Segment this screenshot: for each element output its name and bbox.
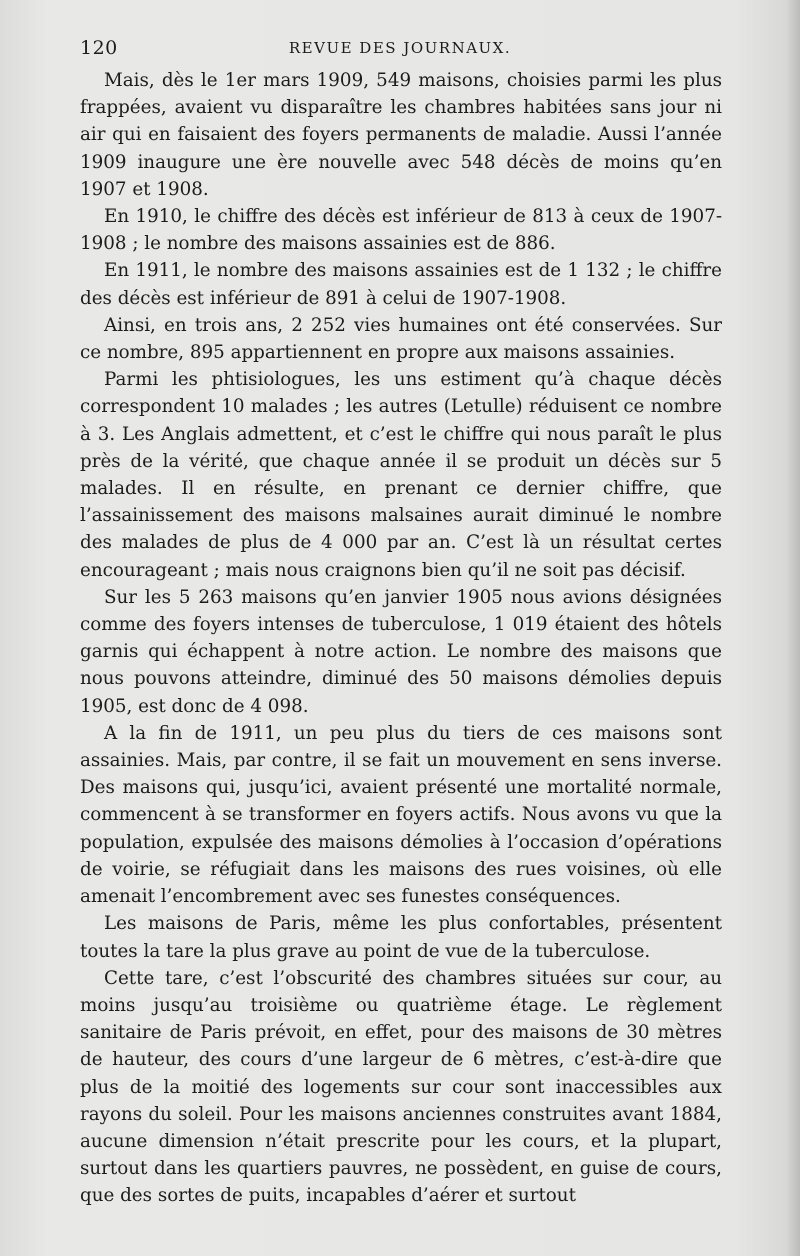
paragraph: Les maisons de Paris, même les plus confortables, présentent toutes la tare la plus grave au point de vue de la tuberculose.	[80, 913, 722, 962]
paragraph: Parmi les phtisiologues, les uns estiment qu’à chaque décès correspondent 10 malades ; les autres (Letulle) réduisent ce nombre à 3. Les Anglais admettent, et c’est le chiffre qui nous paraît le plus près de la vérité, que chaque année il se produit un décès sur 5 malades. Il en résulte, en prenant ce dernier chiffre, que l’assainissement des maisons malsaines aurait diminué le nombre des malades de plus de 4 000 par an. C’est là un résultat certes encourageant ; mais nous craignons bien qu’il ne soit pas décisif.	[80, 369, 722, 581]
paragraph: En 1911, le nombre des maisons assainies est de 1 132 ; le chiffre des décès est inférieur de 891 à celui de 1907-1908.	[80, 260, 722, 309]
page-number: 120	[80, 37, 118, 59]
paragraph: Cette tare, c’est l’obscurité des chambres situées sur cour, au moins jusqu’au troisième ou quatrième étage. Le règlement sanitaire de Paris prévoit, en effet, pour des maisons de 30 mètres de hauteur, des cours d’une largeur de 6 mètres, c’est-à-dire que plus de la moitié des logements sur cour sont inaccessibles aux rayons du soleil. Pour les maisons anciennes construites avant 1884, aucune dimension n’était prescrite pour les cours, et la plupart, surtout dans les quartiers pauvres, ne possèdent, en guise de cours, que des sortes de puits, incapables d’aérer et surtout	[80, 967, 722, 1207]
paragraph: Sur les 5 263 maisons qu’en janvier 1905 nous avions désignées comme des foyers intenses de tuberculose, 1 019 étaient des hôtels garnis qui échappent à notre action. Le nombre des maisons que nous pouvons atteindre, diminué des 50 maisons démolies depuis 1905, est donc de 4 098.	[80, 586, 722, 717]
paragraph: En 1910, le chiffre des décès est inférieur de 813 à ceux de 1907-1908 ; le nombre des maisons assainies est de 886.	[80, 206, 722, 255]
running-title: REVUE DES JOURNAUX.	[288, 39, 512, 57]
paragraph: A la fin de 1911, un peu plus du tiers de ces maisons sont assainies. Mais, par contre, il se fait un mouvement en sens inverse. Des maisons qui, jusqu’ici, avaient présenté une mortalité normale, commencent à se transformer en foyers actifs. Nous avons vu que la population, expulsée des maisons démolies à l’occasion d’opérations de voirie, se réfugiait dans les maisons des rues voisines, où elle amenait l’encombrement avec ses funestes conséquences.	[80, 722, 722, 908]
paragraph: Ainsi, en trois ans, 2 252 vies humaines ont été conservées. Sur ce nombre, 895 appartiennent en propre aux maisons assainies.	[80, 314, 722, 364]
paragraph: Mais, dès le 1er mars 1909, 549 maisons, choisies parmi les plus frappées, avaient vu disparaître les chambres habitées sans jour ni air qui en faisaient des foyers permanents de maladie. Aussi l’année 1909 inaugure une ère nouvelle avec 548 décès de moins qu’en 1907 et 1908.	[80, 70, 722, 200]
scan-edge-shadow	[786, 0, 800, 1256]
article-body	[80, 67, 722, 1210]
page-header	[80, 30, 720, 66]
